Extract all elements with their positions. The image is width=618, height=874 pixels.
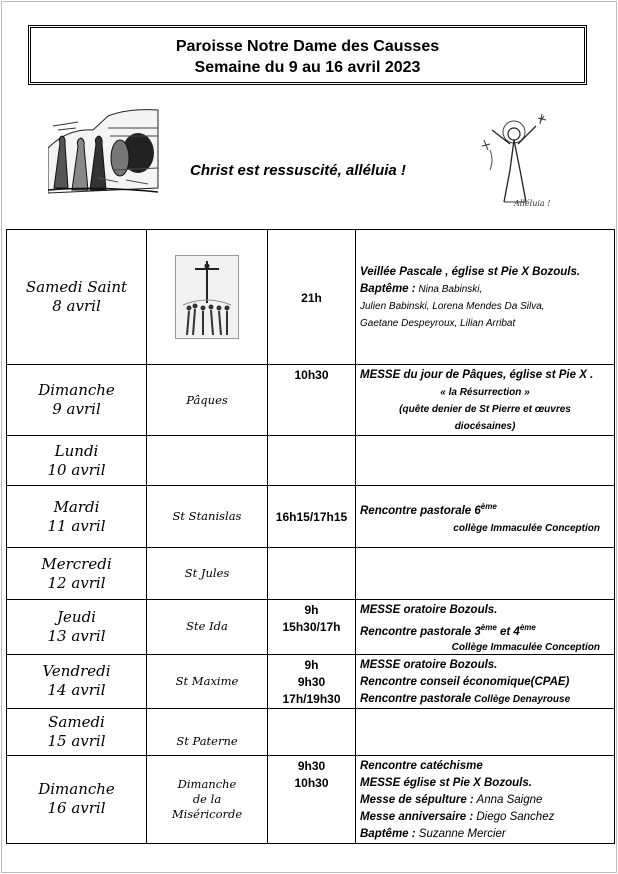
day-date: 9 avril	[52, 400, 101, 418]
day-date: 11 avril	[47, 516, 106, 535]
day-name: Samedi Saint	[25, 278, 128, 296]
event-time: 9h30	[297, 674, 326, 689]
event-person: Suzanne Mercier	[415, 827, 506, 840]
saint-name: Ste Ida	[186, 619, 228, 634]
event-line: Veillée Pascale , église st Pie X Bozouls.	[360, 266, 581, 278]
time-cell	[268, 600, 356, 655]
risen-christ-illustration	[470, 110, 556, 210]
day-cell	[7, 436, 147, 486]
event-time: 10h30	[294, 775, 329, 790]
events-cell	[356, 230, 615, 365]
ordinal-suffix: ème	[519, 623, 536, 632]
table-row	[7, 600, 615, 655]
day-name: Mardi	[53, 497, 100, 516]
event-line: Rencontre pastorale	[360, 692, 472, 705]
event-line: MESSE oratoire Bozouls.	[360, 658, 498, 671]
event-line: MESSE du jour de Pâques, église st Pie X .	[360, 369, 594, 381]
time-cell	[268, 436, 356, 486]
events-cell	[356, 486, 615, 548]
event-time: 9h	[304, 657, 319, 672]
event-line: diocésaines)	[454, 421, 516, 432]
day-cell	[7, 708, 147, 755]
day-date: 15 avril	[47, 731, 106, 750]
time-cell	[268, 230, 356, 365]
time-cell	[268, 654, 356, 708]
day-cell	[7, 230, 147, 365]
day-cell	[7, 365, 147, 436]
saint-name: de la	[192, 791, 222, 806]
empty-tomb-illustration	[48, 108, 160, 200]
events-cell	[356, 365, 615, 436]
event-person: Diego Sanchez	[473, 810, 555, 823]
events-cell	[356, 708, 615, 755]
saint-cell	[147, 708, 268, 755]
saint-cell	[147, 230, 268, 365]
table-row	[7, 365, 615, 436]
event-time: 17h/19h30	[282, 691, 341, 706]
alleluia-caption: Alléluia !	[514, 199, 551, 208]
table-row	[7, 230, 615, 365]
saint-name: St Stanislas	[172, 509, 242, 523]
table-row	[7, 436, 615, 486]
event-label: Messe de sépulture :	[360, 793, 474, 806]
day-name: Jeudi	[57, 607, 96, 626]
saint-cell	[147, 755, 268, 843]
event-time: 15h30/17h	[282, 620, 341, 634]
time-cell	[268, 755, 356, 843]
event-line: Rencontre catéchisme	[360, 759, 483, 772]
saint-name: St Paterne	[176, 733, 238, 748]
events-cell	[356, 548, 615, 600]
time-cell	[268, 708, 356, 755]
header-box	[28, 25, 587, 85]
events-cell	[356, 436, 615, 486]
saint-cell	[147, 548, 268, 600]
events-cell	[356, 600, 615, 655]
event-time: 10h30	[294, 368, 329, 382]
bapteme-names: Nina Babinski,	[415, 284, 483, 295]
day-cell	[7, 755, 147, 843]
events-cell	[356, 755, 615, 843]
event-label: Messe anniversaire :	[360, 810, 474, 823]
weekly-schedule-table	[6, 229, 615, 844]
event-time: 9h	[304, 603, 319, 617]
table-row	[7, 708, 615, 755]
day-date: 12 avril	[47, 573, 106, 592]
event-line: Rencontre conseil économique(CPAE)	[360, 675, 570, 688]
time-cell	[268, 486, 356, 548]
saint-name: St Jules	[184, 566, 230, 580]
time-cell	[268, 365, 356, 436]
saint-cell	[147, 654, 268, 708]
saint-name: Dimanche	[177, 776, 237, 791]
saint-cell	[147, 365, 268, 436]
time-cell	[268, 548, 356, 600]
bapteme-label: Baptême :	[360, 283, 416, 295]
event-time: 21h	[301, 290, 322, 305]
bapteme-names: Gaetane Despeyroux, Lilian Arribat	[360, 318, 516, 329]
day-date: 14 avril	[47, 681, 106, 700]
day-date: 10 avril	[47, 460, 106, 479]
day-date: 8 avril	[52, 297, 101, 315]
event-line: Rencontre pastorale 6	[360, 504, 481, 517]
event-line: Collège Immaculée Conception	[451, 641, 600, 653]
event-time: 9h30	[297, 758, 326, 773]
ordinal-suffix: ème	[480, 502, 497, 512]
event-line: collège Immaculée Conception	[453, 522, 600, 534]
saint-name: Pâques	[186, 392, 228, 407]
day-name: Lundi	[54, 441, 99, 460]
bapteme-names: Julien Babinski, Lorena Mendes Da Silva,	[360, 301, 545, 312]
table-row	[7, 486, 615, 548]
event-person: Anna Saigne	[473, 793, 543, 806]
event-line: (quête denier de St Pierre et œuvres	[399, 404, 571, 415]
saint-name: St Maxime	[175, 673, 239, 688]
day-name: Vendredi	[42, 662, 111, 681]
saint-cell	[147, 600, 268, 655]
day-name: Dimanche	[38, 780, 115, 799]
day-name: Samedi	[48, 712, 105, 731]
easter-motto: Christ est ressuscité, alléluia !	[190, 162, 406, 179]
ordinal-suffix: ème	[480, 623, 497, 632]
day-cell	[7, 600, 147, 655]
table-row	[7, 755, 615, 843]
day-cell	[7, 548, 147, 600]
events-cell	[356, 654, 615, 708]
event-line: « la Résurrection »	[440, 387, 530, 398]
week-title: Semaine du 9 au 16 avril 2023	[194, 59, 421, 76]
day-name: Mercredi	[41, 554, 112, 573]
parish-title: Paroisse Notre Dame des Causses	[175, 38, 440, 55]
event-label: Baptême :	[360, 827, 416, 840]
day-name: Dimanche	[38, 381, 115, 399]
saint-cell	[147, 486, 268, 548]
event-line: Collège Denayrouse	[471, 693, 571, 705]
day-cell	[7, 654, 147, 708]
crucifixion-illustration	[175, 255, 239, 339]
event-line: MESSE oratoire Bozouls.	[360, 604, 498, 616]
day-cell	[7, 486, 147, 548]
day-date: 16 avril	[47, 799, 106, 818]
event-line: Rencontre pastorale 3	[360, 625, 481, 638]
table-row	[7, 654, 615, 708]
event-line: et 4	[496, 625, 520, 638]
saint-cell	[147, 436, 268, 486]
saint-name: Miséricorde	[171, 806, 243, 821]
event-line: MESSE église st Pie X Bozouls.	[360, 776, 532, 789]
event-time: 16h15/17h15	[275, 510, 348, 524]
table-row	[7, 548, 615, 600]
day-date: 13 avril	[47, 626, 106, 645]
